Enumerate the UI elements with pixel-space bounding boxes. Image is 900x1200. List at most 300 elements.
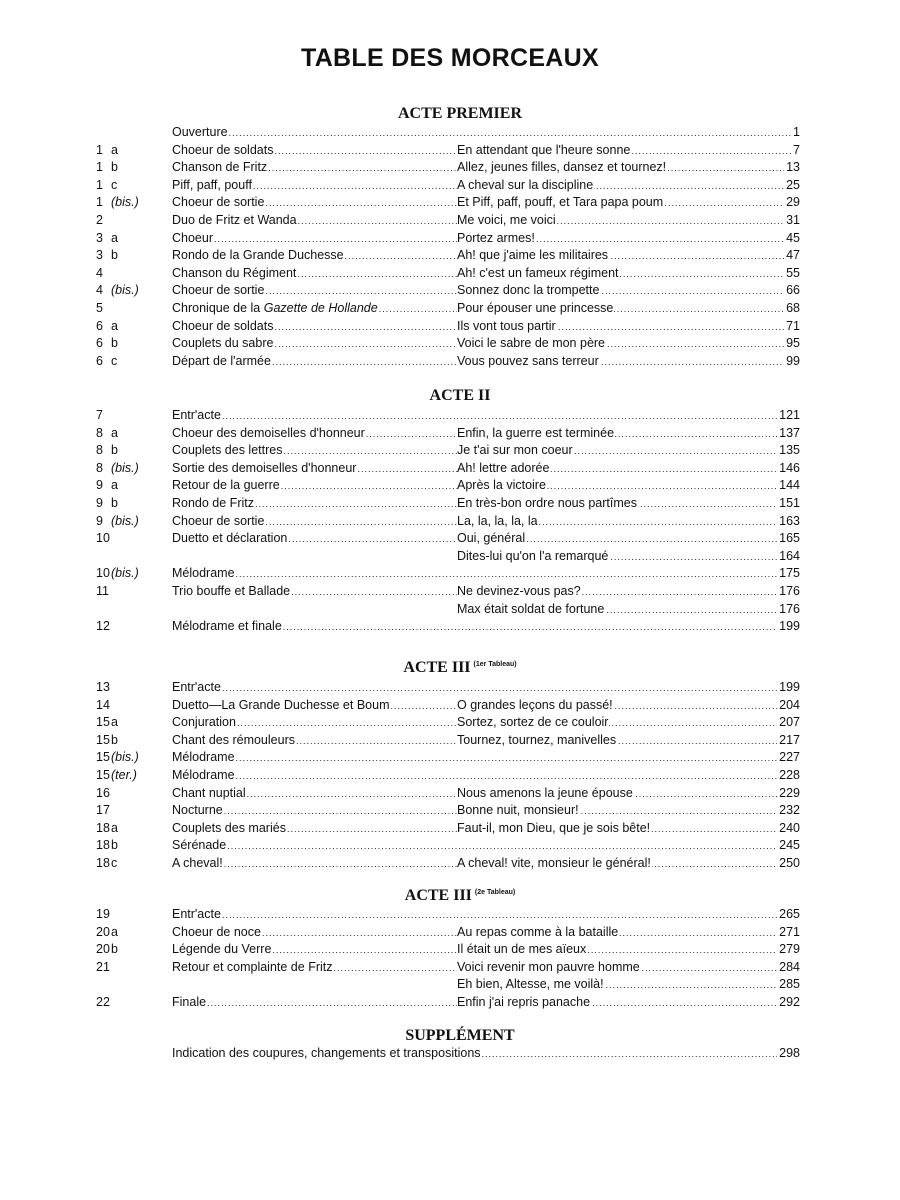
entry-line: [172, 407, 800, 426]
dot-leader: [288, 531, 777, 549]
entry-page-number: 199: [778, 618, 800, 636]
entry-title: Choeur de soldats: [172, 142, 274, 157]
act-heading: [0, 659, 900, 677]
entry-title: Trio bouffe et Ballade: [172, 583, 291, 598]
entry-incipit: Max était soldat de fortune: [457, 601, 605, 619]
entry-page-number: 176: [778, 601, 800, 619]
entry-title: Chanson du Régiment: [172, 265, 297, 280]
entry-page-number: 121: [778, 407, 800, 425]
entry-title: Choeur de sortie: [172, 195, 265, 210]
entry-line: [172, 353, 800, 372]
toc-entry: [0, 124, 900, 142]
entry-title: Choeur de soldats: [172, 318, 274, 333]
entry-number: 19: [96, 907, 110, 921]
entry-line: [172, 959, 800, 978]
entry-number: 3 b: [96, 247, 103, 265]
entry-number: 15 b: [96, 732, 110, 750]
entry-number: 18 a: [96, 820, 110, 838]
entry-page-number: 285: [778, 976, 800, 994]
entry-title: Piff, paff, pouff: [172, 177, 252, 192]
entry-line: [172, 820, 800, 839]
entry-number: 1 a: [96, 142, 103, 160]
entry-incipit: Et Piff, paff, pouff, et Tara papa poum: [457, 194, 664, 212]
entry-line: [457, 976, 800, 995]
toc-entry: [0, 565, 900, 583]
entry-line: [172, 265, 800, 284]
entry-page-number: 298: [778, 1045, 800, 1063]
entry-incipit: A cheval! vite, monsieur le général!: [457, 855, 652, 873]
entry-incipit: En attendant que l'heure sonne: [457, 142, 631, 160]
entry-number: 9 b: [96, 495, 103, 513]
entry-line: [172, 282, 800, 301]
entry-page-number: 176: [778, 583, 800, 601]
entry-number-suffix: a: [111, 318, 118, 333]
entry-title: Duetto et déclaration: [172, 531, 288, 546]
act-entry-list: [0, 906, 900, 1012]
toc-entry: [0, 855, 900, 873]
entry-title: Indication des coupures, changements et transpositions: [172, 1046, 481, 1060]
dot-leader: [236, 750, 778, 768]
entry-number: 12: [96, 619, 110, 634]
entry-incipit: Dites-lui qu'on l'a remarqué: [457, 548, 609, 566]
entry-line: [172, 855, 800, 874]
entry-number: 8 a: [96, 425, 103, 443]
act-heading: [0, 387, 900, 405]
entry-number: 14: [96, 697, 110, 712]
entry-number-suffix: c: [111, 855, 118, 870]
act-heading-label: ACTE III: [403, 659, 471, 676]
entry-title: Retour et complainte de Fritz: [172, 959, 333, 974]
toc-entry: [0, 335, 900, 353]
entry-line: [172, 335, 800, 354]
entry-line: [172, 177, 800, 196]
entry-line: [172, 513, 800, 532]
entry-number: 18 c: [96, 855, 110, 873]
entry-number-suffix: (bis.): [111, 195, 139, 210]
entry-line: [172, 837, 800, 856]
entry-number: 6 a: [96, 318, 103, 336]
entry-incipit: Enfin, la guerre est terminée: [457, 425, 615, 443]
entry-line: [172, 124, 800, 143]
entry-number-suffix: c: [111, 177, 118, 192]
entry-title: Couplets du sabre: [172, 336, 274, 351]
entry-line: [172, 212, 800, 231]
entry-title: Sortie des demoiselles d'honneur: [172, 460, 357, 475]
entry-number: 6 c: [96, 353, 103, 371]
dot-leader: [236, 768, 778, 786]
entry-line: [172, 618, 800, 637]
entry-page-number: 95: [785, 335, 800, 353]
entry-title: Entr'acte: [172, 680, 221, 694]
act-heading-label: ACTE PREMIER: [397, 105, 522, 122]
entry-number: 11: [96, 583, 109, 598]
toc-entry: [0, 941, 900, 959]
entry-incipit: Enfin j'ai repris panache: [457, 994, 591, 1012]
entry-incipit: Bonne nuit, monsieur!: [457, 802, 580, 820]
act-heading: [0, 105, 900, 123]
entry-page-number: 204: [778, 697, 800, 715]
entry-page-number: 29: [785, 194, 800, 212]
entry-line: [172, 941, 800, 960]
entry-page-number: 135: [778, 442, 800, 460]
entry-incipit: Faut-il, mon Dieu, que je sois bête!: [457, 820, 651, 838]
entry-title: Finale: [172, 994, 207, 1009]
entry-line: [172, 697, 800, 716]
entry-page-number: 165: [778, 530, 800, 548]
entry-page-number: 240: [778, 820, 800, 838]
entry-page-number: 163: [778, 513, 800, 531]
entry-page-number: 250: [778, 855, 800, 873]
toc-entry: [0, 837, 900, 855]
toc-entry: [0, 732, 900, 750]
entry-line: [172, 477, 800, 496]
entry-page-number: 228: [778, 767, 800, 785]
entry-number: 7: [96, 408, 103, 422]
toc-entry: [0, 749, 900, 767]
entry-number-suffix: (bis.): [111, 750, 139, 765]
dot-leader: [227, 838, 777, 856]
toc-entry: [0, 513, 900, 531]
toc-entry: [0, 785, 900, 803]
entry-page-number: 47: [785, 247, 800, 265]
entry-number-suffix: a: [111, 715, 118, 730]
act-entry-list: [0, 124, 900, 370]
entry-page-number: 55: [785, 265, 800, 283]
entry-number: 6 b: [96, 335, 103, 353]
entry-number-suffix: b: [111, 942, 118, 957]
act-entry-list: [0, 1045, 900, 1063]
entry-page-number: 279: [778, 941, 800, 959]
entry-number-suffix: a: [111, 820, 118, 835]
dot-leader: [610, 549, 777, 567]
entry-title: Chant nuptial: [172, 785, 246, 800]
dot-leader: [482, 1046, 778, 1064]
entry-number-suffix: b: [111, 336, 118, 351]
entry-incipit: Vous pouvez sans terreur: [457, 353, 600, 371]
entry-number: 1 b: [96, 159, 103, 177]
entry-number-suffix: (ter.): [111, 767, 137, 782]
toc-entry: [0, 530, 900, 548]
entry-number-suffix: b: [111, 160, 118, 175]
entry-title: Mélodrame: [172, 767, 235, 782]
entry-title: Choeur de noce: [172, 924, 261, 939]
entry-incipit: Sortez, sortez de ce couloir: [457, 714, 609, 732]
entry-number-suffix: b: [111, 443, 118, 458]
entry-number-suffix: b: [111, 732, 118, 747]
entry-line: [172, 994, 800, 1013]
toc-entry: [0, 697, 900, 715]
entry-number: 2: [96, 212, 103, 227]
entry-line: [172, 318, 800, 337]
toc-entry: [0, 407, 900, 425]
entry-line: [172, 583, 800, 602]
entry-number: 10: [96, 531, 110, 546]
toc-entry: [0, 495, 900, 513]
entry-number-suffix: a: [111, 425, 118, 440]
entry-page-number: 13: [785, 159, 800, 177]
entry-page-number: 199: [778, 679, 800, 697]
entry-page-number: 68: [785, 300, 800, 318]
entry-line: [457, 548, 800, 567]
entry-title: Choeur des demoiselles d'honneur: [172, 425, 365, 440]
entry-incipit: Voici revenir mon pauvre homme: [457, 959, 641, 977]
entry-number: 9 (bis.): [96, 513, 103, 531]
entry-number: 5: [96, 300, 103, 315]
toc-entry: [0, 425, 900, 443]
toc-entry: [0, 906, 900, 924]
entry-title: Légende du Verre: [172, 942, 272, 957]
entry-number-suffix: a: [111, 230, 118, 245]
entry-page-number: 271: [778, 924, 800, 942]
entry-line: [172, 194, 800, 213]
toc-entry: [0, 959, 900, 977]
entry-line: [172, 565, 800, 584]
entry-page-number: 99: [785, 353, 800, 371]
entry-line: [172, 1045, 800, 1064]
entry-page-number: 292: [778, 994, 800, 1012]
toc-entry: [0, 194, 900, 212]
entry-line: [172, 460, 800, 479]
entry-incipit: Eh bien, Altesse, me voilà!: [457, 976, 605, 994]
entry-incipit: Ne devinez-vous pas?: [457, 583, 582, 601]
entry-title: Chronique de la Gazette de Hollande: [172, 300, 378, 315]
entry-title: Retour de la guerre: [172, 478, 280, 493]
entry-title: Conjuration: [172, 715, 236, 730]
toc-entry: [0, 802, 900, 820]
entry-incipit: Allez, jeunes filles, dansez et tournez!: [457, 159, 667, 177]
toc-entry: [0, 1045, 900, 1063]
toc-entry: [0, 548, 900, 566]
dot-leader: [229, 125, 791, 143]
dot-leader: [606, 977, 778, 995]
entry-page-number: 245: [778, 837, 800, 855]
entry-title: Sérénade: [172, 838, 227, 853]
entry-number-suffix: b: [111, 248, 118, 263]
entry-number: 17: [96, 803, 110, 818]
entry-title: Mélodrame et finale: [172, 619, 282, 634]
entry-line: [172, 159, 800, 178]
entry-number: 15 a: [96, 714, 110, 732]
dot-leader: [357, 461, 777, 479]
toc-entry: [0, 247, 900, 265]
entry-number: 13: [96, 680, 110, 694]
act-entry-list: [0, 407, 900, 636]
entry-title: Départ de l'armée: [172, 353, 271, 368]
toc-entry: [0, 282, 900, 300]
entry-title: Chanson de Fritz: [172, 160, 268, 175]
entry-page-number: 232: [778, 802, 800, 820]
toc-entry: [0, 679, 900, 697]
entry-line: [172, 714, 800, 733]
entry-title: Rondo de la Grande Duchesse: [172, 248, 344, 263]
toc-entry: [0, 460, 900, 478]
entry-number: 3 a: [96, 230, 103, 248]
entry-line: [172, 495, 800, 514]
toc-entry: [0, 177, 900, 195]
toc-entry: [0, 159, 900, 177]
entry-page-number: 217: [778, 732, 800, 750]
entry-incipit: Il était un de mes aïeux: [457, 941, 587, 959]
dot-leader: [222, 680, 777, 698]
entry-page-number: 45: [785, 230, 800, 248]
entry-number: 4 (bis.): [96, 282, 103, 300]
entry-title: Mélodrame: [172, 750, 235, 765]
entry-number: 22: [96, 994, 110, 1009]
entry-page-number: 284: [778, 959, 800, 977]
toc-entry: [0, 994, 900, 1012]
entry-line: [172, 924, 800, 943]
entry-number-suffix: c: [111, 353, 118, 368]
entry-line: [457, 601, 800, 620]
entry-number: 8 b: [96, 442, 103, 460]
toc-entry: [0, 583, 900, 601]
toc-entry: [0, 820, 900, 838]
entry-line: [172, 802, 800, 821]
entry-incipit: Portez armes!: [457, 230, 536, 248]
entry-title: Entr'acte: [172, 907, 221, 921]
entry-title: Choeur: [172, 230, 213, 245]
entry-incipit: Voici le sabre de mon père: [457, 335, 606, 353]
toc-entry: [0, 212, 900, 230]
entry-number: 10 (bis.): [96, 565, 110, 583]
dot-leader: [222, 408, 777, 426]
entry-line: [172, 530, 800, 549]
entry-title: Entr'acte: [172, 408, 221, 422]
toc-entry: [0, 442, 900, 460]
entry-incipit: Ah! c'est un fameux régiment: [457, 265, 620, 283]
entry-page-number: 7: [792, 142, 800, 160]
entry-number: 20 b: [96, 941, 110, 959]
toc-entry: [0, 300, 900, 318]
act-heading-label: ACTE II: [429, 387, 491, 404]
entry-page-number: 164: [778, 548, 800, 566]
act-heading: [0, 887, 900, 905]
entry-incipit: Sonnez donc la trompette: [457, 282, 600, 300]
entry-incipit: Au repas comme à la bataille: [457, 924, 619, 942]
entry-title: Rondo de Fritz: [172, 495, 254, 510]
entry-title: Ouverture: [172, 125, 228, 139]
act-heading-note: (2e Tableau): [474, 889, 516, 896]
entry-line: [172, 679, 800, 698]
entry-title: A cheval!: [172, 855, 223, 870]
toc-entry: [0, 976, 900, 994]
act-entry-list: [0, 679, 900, 873]
entry-number: 1 (bis.): [96, 194, 103, 212]
entry-number-suffix: (bis.): [111, 513, 139, 528]
entry-line: [172, 442, 800, 461]
entry-page-number: 25: [785, 177, 800, 195]
dot-leader: [236, 566, 778, 584]
act-heading-note: (1er Tableau): [473, 661, 517, 668]
toc-entry: [0, 230, 900, 248]
entry-number-suffix: b: [111, 838, 118, 853]
entry-title: Couplets des lettres: [172, 443, 283, 458]
entry-line: [172, 906, 800, 925]
entry-number: 18 b: [96, 837, 110, 855]
entry-title: Chant des rémouleurs: [172, 732, 295, 747]
toc-entry: [0, 618, 900, 636]
entry-number-suffix: a: [111, 478, 118, 493]
entry-title: Nocturne: [172, 803, 223, 818]
entry-number-suffix: a: [111, 924, 118, 939]
entry-number-suffix: (bis.): [111, 566, 139, 581]
toc-entry: [0, 767, 900, 785]
entry-incipit: A cheval sur la discipline: [457, 177, 594, 195]
entry-line: [172, 785, 800, 804]
entry-number-suffix: a: [111, 142, 118, 157]
entry-incipit: O grandes leçons du passé!: [457, 697, 614, 715]
entry-number: 8 (bis.): [96, 460, 103, 478]
entry-number: 20 a: [96, 924, 110, 942]
entry-number-suffix: b: [111, 495, 118, 510]
toc-entry: [0, 318, 900, 336]
toc-entry: [0, 714, 900, 732]
toc-entry: [0, 265, 900, 283]
entry-number: 15 (ter.): [96, 767, 110, 785]
entry-incipit: Après la victoire: [457, 477, 547, 495]
entry-number: 1 c: [96, 177, 103, 195]
entry-number: 21: [96, 959, 110, 974]
page-title: TABLE DES MORCEAUX: [300, 44, 599, 72]
entry-number-suffix: (bis.): [111, 460, 139, 475]
entry-number: 4: [96, 265, 103, 280]
entry-page-number: 66: [785, 282, 800, 300]
entry-line: [172, 749, 800, 768]
entry-page-number: 146: [778, 460, 800, 478]
entry-page-number: 227: [778, 749, 800, 767]
entry-page-number: 71: [785, 318, 800, 336]
entry-incipit: Nous amenons la jeune épouse: [457, 785, 634, 803]
entry-line: [172, 142, 800, 161]
entry-incipit: Oui, général: [457, 530, 526, 548]
toc-entry: [0, 142, 900, 160]
entry-page-number: 207: [778, 714, 800, 732]
entry-incipit: Tournez, tournez, manivelles: [457, 732, 617, 750]
act-heading-label: SUPPLÉMENT: [405, 1027, 515, 1044]
toc-entry: [0, 477, 900, 495]
entry-page-number: 31: [785, 212, 800, 230]
entry-line: [172, 247, 800, 266]
entry-page-number: 1: [792, 124, 800, 142]
entry-incipit: Ah! que j'aime les militaires: [457, 247, 609, 265]
entry-page-number: 137: [778, 425, 800, 443]
entry-incipit: Ah! lettre adorée: [457, 460, 550, 478]
entry-line: [172, 732, 800, 751]
dot-leader: [606, 602, 777, 620]
entry-line: [172, 230, 800, 249]
act-heading-label: ACTE III: [404, 887, 472, 904]
entry-incipit: Me voici, me voici: [457, 212, 557, 230]
entry-number-suffix: (bis.): [111, 283, 139, 298]
entry-incipit: En très-bon ordre nous partîmes: [457, 495, 638, 513]
entry-page-number: 175: [778, 565, 800, 583]
entry-page-number: 265: [778, 906, 800, 924]
entry-incipit: Pour épouser une princesse: [457, 300, 614, 318]
toc-entry: [0, 924, 900, 942]
entry-incipit: La, la, la, la, la: [457, 513, 539, 531]
entry-page-number: 229: [778, 785, 800, 803]
dot-leader: [222, 907, 777, 925]
entry-title: Choeur de sortie: [172, 513, 265, 528]
dot-leader: [283, 619, 777, 637]
entry-line: [172, 425, 800, 444]
entry-page-number: 151: [778, 495, 800, 513]
entry-title: Mélodrame: [172, 566, 235, 581]
entry-incipit: Ils vont tous partir: [457, 318, 557, 336]
entry-page-number: 144: [778, 477, 800, 495]
entry-title: Duo de Fritz et Wanda: [172, 212, 297, 227]
toc-entry: [0, 353, 900, 371]
